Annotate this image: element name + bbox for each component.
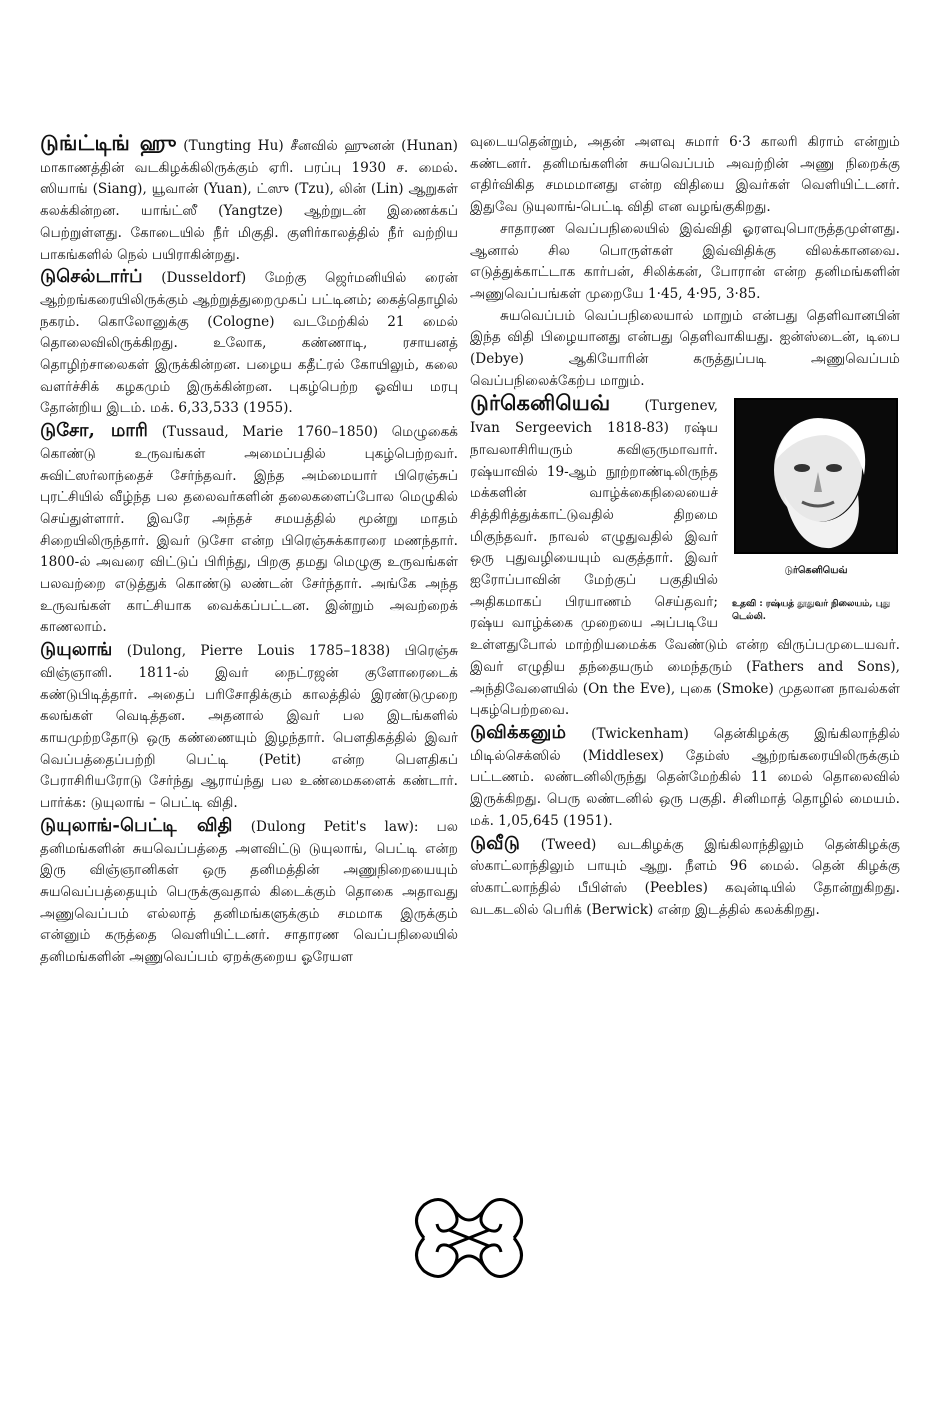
entry-heading: டுயுலாங்-பெட்டி விதி <box>40 814 233 836</box>
portrait-caption: டுர்கெனியெவ் <box>784 565 848 577</box>
portrait-figure <box>732 398 900 624</box>
entry-heading: டுசெல்டார்ப் <box>40 266 143 288</box>
entry-heading: டுயுலாங் <box>40 639 113 661</box>
paragraph: சாதாரண வெப்பநிலையில் இவ்விதி ஓரளவுபொருத்தமுள்ளது. ஆனால் சில பொருள்கள் இவ்விதிக்கு விலக்கானவை. எடுத்துக்காட்டாக கார்பன், சிலிக்கன், போரான் என்ற தனிமங்களின் அணுவெப்பங்கள் முறையே 1·45, 4·95, 3·85. <box>470 220 900 302</box>
entry-heading: டுவிக்கனும் <box>470 721 567 743</box>
entry-latin-name: (Tweed) <box>540 836 597 853</box>
entry-dulong-petit-law <box>40 815 458 969</box>
entry-text: மேற்கு ஜெர்மனியில் ரைன் ஆற்றங்கரையிலிருக்கும் ஆற்றுத்துறைமுகப் பட்டினம்; கைத்தொழில் நகரம். கொலோனுக்கு (Cologne) வடமேற்கில் 21 மைல் தொலைவிலிருக்கிறது. உலோக, கண்ணாடி, ரசாயனத் தொழிற்சாலைகள் இருக்கின்றன. பழைய கதீட்ரல் கோயிலும், கலை வளர்ச்சிக் கழகமும் இருக்கின்றன. புகழ்பெற்ற ஓவிய மரபு தோன்றிய இடம். மக். 6,33,533 (1955). <box>40 270 458 417</box>
entry-text: பல தனிமங்களின் சுயவெப்பத்தை அளவிட்டு டுயுலாங், பெட்டி என்ற இரு விஞ்ஞானிகள் ஒரு தனிமத்தின் அணுநிறையையும் சுயவெப்பத்தையும் பெருக்குவதால் கிடைக்கும் தொகை அதாவது அணுவெப்பம் எல்லாத் தனிமங்களுக்கும் சமமாக இருக்கும் என்னும் கருத்தை வெளியிட்டனர். சாதாரண வெப்பநிலையில் தனிமங்களின் அணுவெப்பம் ஏறக்குறைய ஓரேயள <box>40 818 458 966</box>
portrait-illustration <box>736 400 896 552</box>
portrait-photo <box>734 398 898 554</box>
entry-text: வடகிழக்கு இங்கிலாந்திலும் தென்கிழக்கு ஸ்காட்லாந்திலும் பாயும் ஆறு. நீளம் 96 மைல். தென் கிழக்கு ஸ்காட்லாந்தில் பீபிள்ஸ் (Peebles) கவுன்டியில் தோன்றுகிறது. வடகடலில் பெரிக் (Berwick) என்ற இடத்தில் கலக்கிறது. <box>470 836 901 918</box>
entry-text: பிரெஞ்சு விஞ்ஞானி. 1811-ல் இவர் நைட்ரஜன் குளோரைடைக் கண்டுபிடித்தார். அதைப் பரிசோதிக்கும் காலத்தில் இரண்டுமுறை கலங்கள் வெடித்தன. அதனால் இவர் பல இடங்களில் காயமுற்றதோடு ஒரு கண்ணையும் இழந்தார். பௌதிகத்தில் இவர் வெப்பத்தைப்பற்றி பெட்டி (Petit) என்ற பௌதிகப் பேராசிரியரோடு சேர்ந்து ஆராய்ந்து பல உண்மைகளைக் கண்டார். பார்க்க: டுயுலாங் – பெட்டி விதி. <box>40 643 459 812</box>
right-column <box>470 132 900 921</box>
left-column <box>40 132 458 969</box>
paragraph: சுயவெப்பம் வெப்பநிலையால் மாறும் என்பது தெளிவானபின் இந்த விதி பிழையானது என்பது தெளிவாகியது. ஐன்ஸ்டைன், டிபை (Debye) ஆகியோரின் கருத்துப்படி அணுவெப்பம் வெப்பநிலைக்கேற்ப மாறும். <box>470 307 900 389</box>
entry-latin-name: (Tungting Hu) <box>183 138 284 154</box>
entry-text: தென்கிழக்கு இங்கிலாந்தில் மிடில்செக்ஸில் (Middlesex) தேம்ஸ் ஆற்றங்கரையிலிருக்கும் பட்டணம். லண்டனிலிருந்து தென்மேற்கில் 11 மைல் தொலைவில் இருக்கிறது. பெரு லண்டனில் ஒரு பகுதி. சினிமாத் தொழில் மையம். மக். 1,05,645 (1951). <box>470 725 900 829</box>
continued-paragraph: வுடையதென்றும், அதன் அளவு சுமார் 6·3 காலரி கிராம் என்றும் கண்டனர். தனிமங்களின் சுயவெப்பம் அவற்றின் அணு நிறைக்கு எதிர்விகித சமமமானது என்ற விதியை இவர்கள் வெளியிட்டனர். இதுவே டுயுலாங்-பெட்டி விதி என வழங்குகிறது. <box>470 134 900 216</box>
entry-heading: டுங்ட்டிங் ஹு <box>40 130 177 155</box>
entry-heading: டுவீடு <box>470 832 520 854</box>
entry-text: சீனவில் ஹுனன் (Hunan) மாகாணத்தின் வடகிழக்கிலிருக்கும் ஏரி. பரப்பு 1930 ச. மைல். ஸியாங் (Siang), யூவான் (Yuan), ட்ஸு (Tzu), லின் (Lin) ஆறுகள் கலக்கின்றன. யாங்ட்ஸீ (Yangtze) ஆற்றுடன் இணைக்கப் பெற்றுள்ளது. கோடையில் நீர் மிகுதி. குளிர்காலத்தில் நீர் வற்றிய பாகங்களில் நெல் பயிராகின்றது. <box>40 138 458 263</box>
entry-heading: டுர்கெனியெவ் <box>470 390 611 416</box>
entry-latin-name: (Twickenham) <box>591 725 689 742</box>
entry-twickenham <box>470 722 900 833</box>
entry-latin-name: (Turgenev, Ivan Sergeevich 1818-83) <box>470 398 718 437</box>
entry-turgenev <box>470 392 900 722</box>
entry-tussaud <box>40 420 458 639</box>
portrait-credit: உதவி : ரஷ்யத் தூதுவர் நிலையம், புது டெல்லி. <box>732 599 891 623</box>
entry-heading: டுசோ, மாரி <box>40 420 149 442</box>
decorative-ornament <box>404 1190 534 1286</box>
entry-dusseldorf <box>40 266 458 420</box>
entry-latin-name: (Tussaud, Marie 1760–1850) <box>161 424 379 441</box>
entry-text: மெழுகைக் கொண்டு உருவங்கள் அமைப்பதில் புகழ்பெற்றவர். சுவிட்ஸர்லாந்தைச் சேர்ந்தவர். இந்த அம்மையார் பிரெஞ்சுப் புரட்சியில் வீழ்ந்த பல தலைவர்களின் தலைகளைப்போல மெழுகில் செய்துள்ளார். இவரே அந்தச் சமயத்தில் மூன்று மாதம் சிறையிலிருந்தார். இவர் டுசோ என்ற பிரெஞ்சுக்காரரை மணந்தார். 1800-ல் அவரை விட்டுப் பிரிந்து, பிறகு தமது மெழுகு உருவங்கள் பலவற்றை எடுத்துக் கொண்டு லண்டன் சேர்ந்தார். அங்கே அந்த உருவங்கள் காட்சியாக வைக்கப்பட்டன. இன்றும் அவற்றைக் காணலாம். <box>40 424 458 636</box>
entry-latin-name: (Dulong, Pierre Louis 1785–1838) <box>126 643 391 660</box>
entry-text: ரஷ்ய நாவலாசிரியரும் கவிஞருமாவார். ரஷ்யாவில் 19-ஆம் நூற்றாண்டிலிருந்த மக்களின் வாழ்க்கைநிலையைச் சித்திரித்துக்காட்டுவதில் திறமை மிகுந்தவர். நாவல் எழுதுவதில் இவர் ஒரு புதுவழியையும் வகுத்தார். இவர் ஐரோப்பாவின் மேற்குப் பகுதியில் அதிகமாகப் பிரயாணம் செய்தவர்; ரஷ்ய வாழ்க்கை முறையை அப்படியே உள்ளதுபோல் மாற்றியமைக்க வேண்டும் என்ற விருப்பமுடையவர். இவர் எழுதிய தந்தையரும் மைந்தரும் (Fathers and Sons), அந்திவேளையில் (On the Eve), புகை (Smoke) முதலான நாவல்கள் புகழ்பெற்றவை. <box>470 420 900 719</box>
entry-latin-name: (Dulong Petit's law): <box>250 818 419 835</box>
entry-dulong <box>40 639 458 815</box>
entry-tungting-hu <box>40 132 458 266</box>
entry-latin-name: (Dusseldorf) <box>161 270 247 287</box>
entry-tweed <box>470 833 900 922</box>
